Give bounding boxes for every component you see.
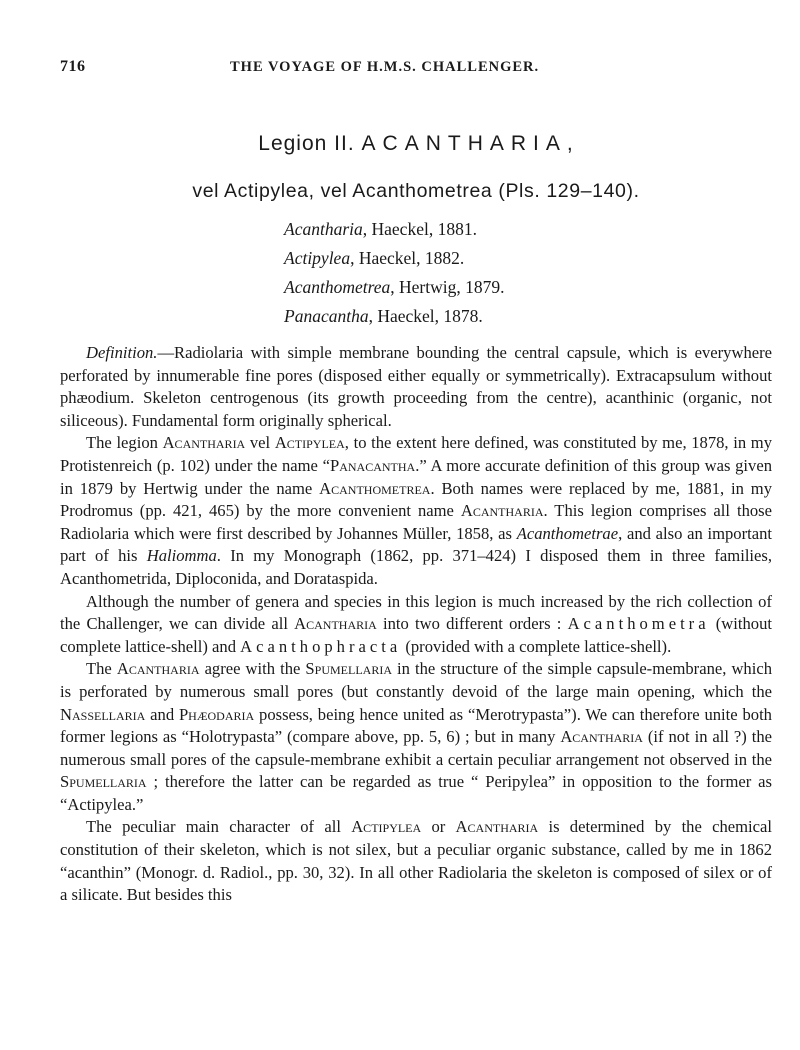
synonym-item: Panacantha, Haeckel, 1878. [284, 306, 483, 326]
synonym-item: Acanthometrea, Hertwig, 1879. [284, 277, 505, 297]
running-header [60, 58, 772, 88]
synonym-list [284, 215, 772, 331]
running-title: THE VOYAGE OF H.M.S. CHALLENGER. [230, 59, 540, 75]
definition-paragraph: Definition.—Radiolaria with simple membrane bounding the central capsule, which is everywhere perforated by innumerable fine pores (disposed either equally or symmetrically). Extracapsulum without phæodium. Skeleton centrogenous (its growth proceeding from the centre), acanthinic (organic, not siliceous). Fundamental form originally spherical. [60, 343, 772, 430]
document-page [60, 58, 772, 907]
legion-title [60, 132, 772, 156]
legion-suffix: , [566, 132, 574, 155]
paragraph-orders: Although the number of genera and species in this legion is much increased by the rich collection of the Challenger, we can divide all Acantharia into two different orders : Acanthometra (without complete lattice-shell) and Acanthophracta (provided with a complete lattice-shell). [60, 591, 773, 656]
definition-label: Definition. [86, 343, 158, 362]
legion-prefix: Legion II. [258, 132, 355, 155]
paragraph-history: The legion Acantharia vel Actipylea, to the extent here defined, was constituted by me, 1878, in my Protistenreich (p. 102) under the name “Panacantha.” A more accurate definition of this group was given in 1879 by Hertwig under the name Acanthometrea. Both names were replaced by me, 1881, in my Prodromus (pp. 421, 465) by the more convenient name Acantharia. This legion comprises all those Radiolaria which were first described by Johannes Müller, 1858, as Acanthometrae, and also an important part of his Haliomma. In my Monograph (1862, pp. 371–424) I disposed them in three families, Acanthometrida, Diploconida, and Dorataspida. [60, 433, 773, 588]
paragraph-capsule: The Acantharia agree with the Spumellaria in the structure of the simple capsule-membrane, which is perforated by numerous small pores (but constantly devoid of the large main opening, which the Nassellaria and Phæodaria possess, being hence united as “Merotrypasta”). We can therefore unite both former legions as “Holotrypasta” (compare above, pp. 5, 6) ; but in many Acantharia (if not in all ?) the numerous small pores of the capsule-membrane exhibit a certain peculiar arrangement not observed in the Spumellaria ; therefore the latter can be regarded as true “ Peripylea” in opposition to the former as “Actipylea.” [60, 659, 772, 814]
page-number: 716 [60, 58, 86, 75]
synonym-item: Actipylea, Haeckel, 1882. [284, 248, 465, 268]
body-text [60, 342, 772, 907]
legion-subheading: vel Actipylea, vel Acanthometrea (Pls. 129–140). [192, 180, 640, 202]
legion-name: ACANTHARIA [361, 132, 567, 155]
paragraph-skeleton: The peculiar main character of all Actipylea or Acantharia is determined by the chemical constitution of their skeleton, which is not silex, but a peculiar organic substance, called by me in 1862 “acanthin” (Monogr. d. Radiol., pp. 30, 32). In all other Radiolaria the skeleton is composed of silex or of a silicate. But besides this [60, 817, 772, 905]
synonym-item: Acantharia, Haeckel, 1881. [284, 219, 477, 239]
